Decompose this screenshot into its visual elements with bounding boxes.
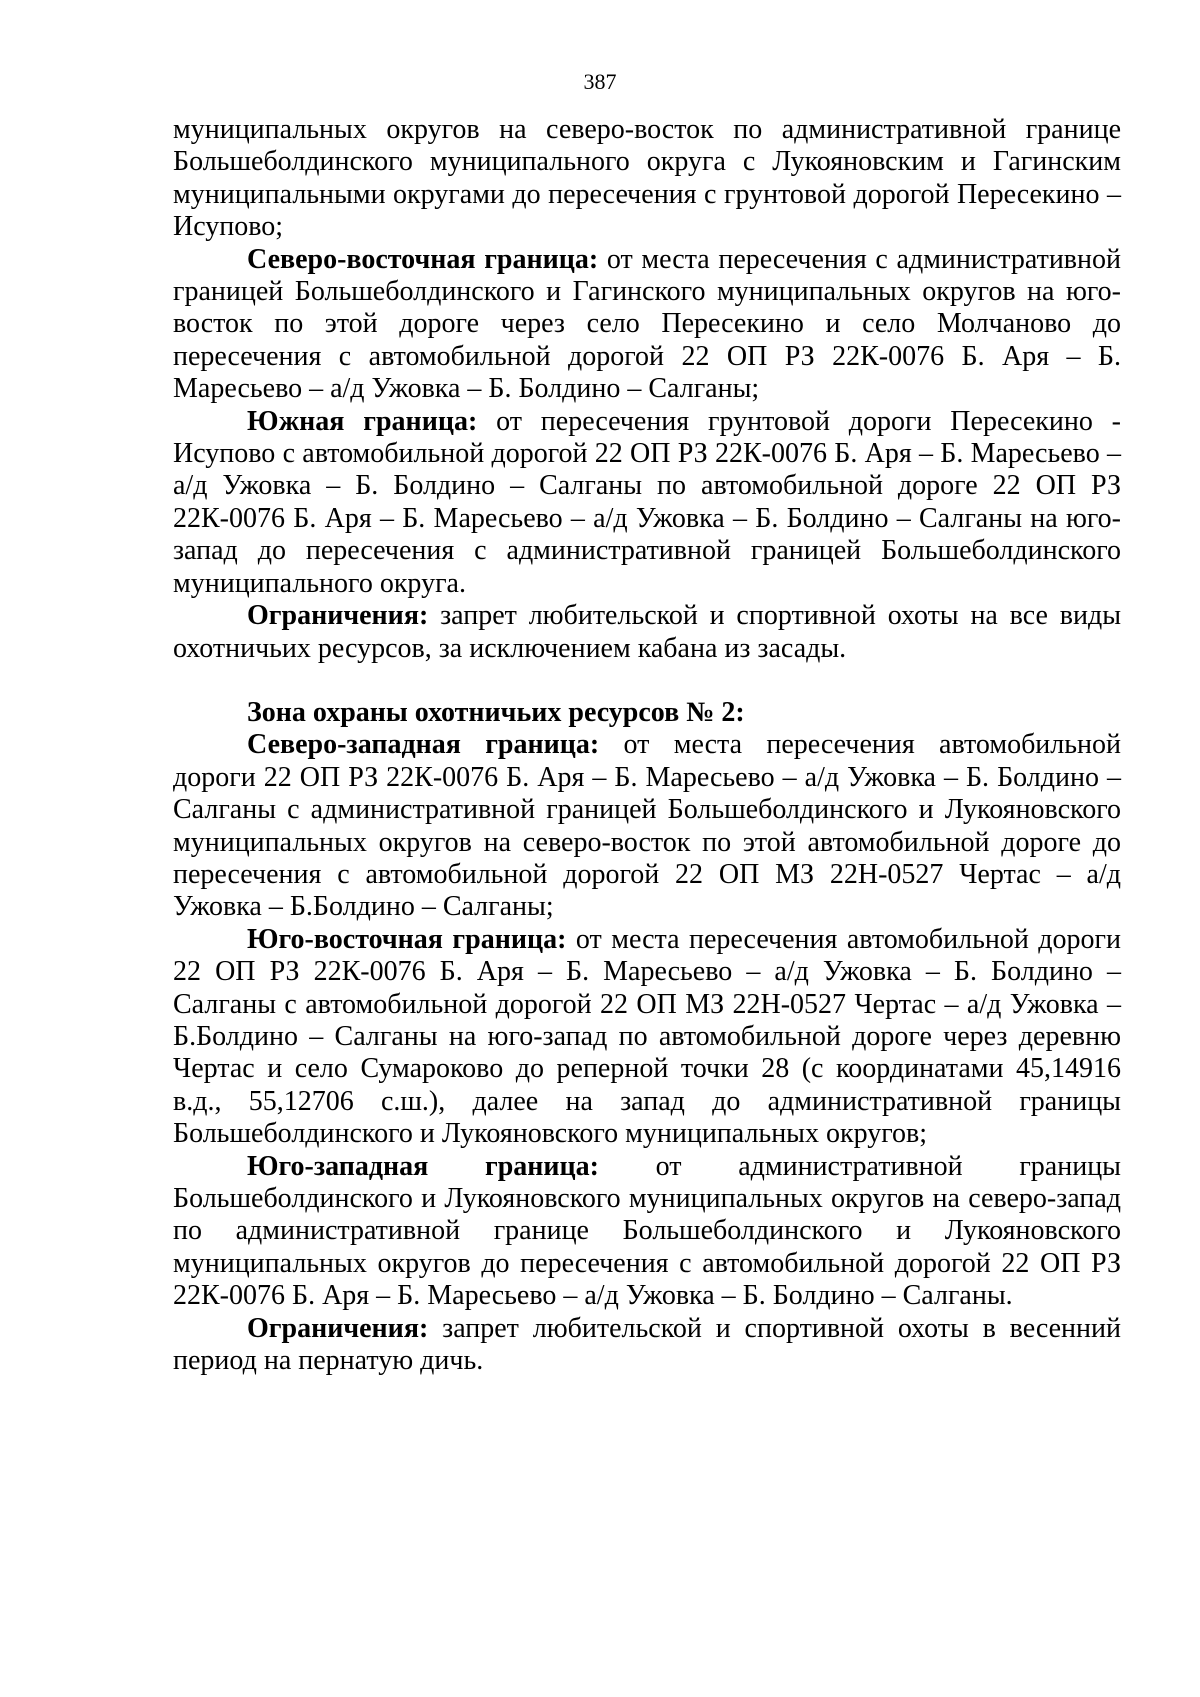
paragraph-continuation [173, 114, 1121, 244]
paragraph-heading: Ограничения: [247, 600, 429, 632]
section-heading: Зона охраны охотничьих ресурсов № 2: [247, 696, 745, 728]
page-number: 387 [583, 69, 617, 94]
paragraph-northwest-border [173, 729, 1121, 923]
paragraph-text: от места пересечения автомобильной дороги 22 ОП РЗ 22К-0076 Б. Аря – Б. Маресьево – а/д Ужовка – Б. Болдино – Салганы с административной границей Большеболдинского и Лукояновского муниципальных округов на северо-восток по этой автомобильной дороге до пересечения с автомобильной дорогой 22 ОП МЗ 22Н-0527 Чертас – а/д Ужовка – Б.Болдино – Салганы; [173, 729, 1122, 923]
document-body [173, 114, 1121, 1377]
paragraph-text: запрет любительской и спортивной охоты на все виды охотничьих ресурсов, за исключением кабана из засады. [173, 600, 1121, 664]
paragraph-southeast-border [173, 924, 1121, 1151]
paragraph-text: запрет любительской и спортивной охоты в весенний период на пернатую дичь. [173, 1312, 1121, 1377]
paragraph-heading: Юго-восточная граница: [247, 923, 567, 955]
paragraph-heading: Ограничения: [247, 1312, 429, 1344]
paragraph-restrictions-1 [173, 600, 1121, 665]
paragraph-heading: Северо-западная граница: [247, 729, 600, 761]
paragraph-heading: Южная граница: [247, 405, 478, 437]
paragraph-heading: Северо-восточная граница: [247, 243, 599, 275]
paragraph-heading: Юго-западная граница: [247, 1150, 599, 1182]
paragraph-text: от места пересечения с административной границей Большеболдинского и Гагинского муниципальных округов на юго-восток по этой дороге через село Пересекино и село Молчаново до пересечения с автомобильной дорогой 22 ОП РЗ 22К-0076 Б. Аря – Б. Маресьево – а/д Ужовка – Б. Болдино – Салганы; [173, 243, 1121, 405]
paragraph-restrictions-2 [173, 1313, 1121, 1378]
paragraph-south-border [173, 406, 1121, 600]
paragraph-southwest-border [173, 1151, 1121, 1313]
zone-2-title [173, 697, 1121, 729]
paragraph-text: муниципальных округов на северо-восток по административной границе Большеболдинского муниципального округа с Лукояновским и Гагинским муниципальными округами до пересечения с грунтовой дорогой Пересекино – Исупово; [173, 114, 1121, 243]
paragraph-text: от места пересечения автомобильной дороги 22 ОП РЗ 22К-0076 Б. Аря – Б. Маресьево – а/д Ужовка – Б. Болдино – Салганы с автомобильной дорогой 22 ОП МЗ 22Н-0527 Чертас – а/д Ужовка – Б.Болдино – Салганы на юго-запад по автомобильной дороге через деревню Чертас и село Сумароково до реперной точки 28 (с координатами 45,14916 в.д., 55,12706 с.ш.), далее на запад до административной границы Большеболдинского и Лукояновского муниципальных округов; [173, 923, 1122, 1150]
paragraph-northeast-border [173, 244, 1121, 406]
paragraph-text: от административной границы Большеболдинского и Лукояновского муниципальных округов на северо-запад по административной границе Большеболдинского и Лукояновского муниципальных округов до пересечения с автомобильной дорогой 22 ОП РЗ 22К-0076 Б. Аря – Б. Маресьево – а/д Ужовка – Б. Болдино – Салганы. [173, 1150, 1121, 1312]
paragraph-text: от пересечения грунтовой дороги Пересекино - Исупово с автомобильной дорогой 22 ОП РЗ 22К-0076 Б. Аря – Б. Маресьево – а/д Ужовка – Б. Болдино – Салганы по автомобильной дороге 22 ОП РЗ 22К-0076 Б. Аря – Б. Маресьево – а/д Ужовка – Б. Болдино – Салганы на юго-запад до пересечения с административной границей Большеболдинского муниципального округа. [173, 405, 1121, 599]
